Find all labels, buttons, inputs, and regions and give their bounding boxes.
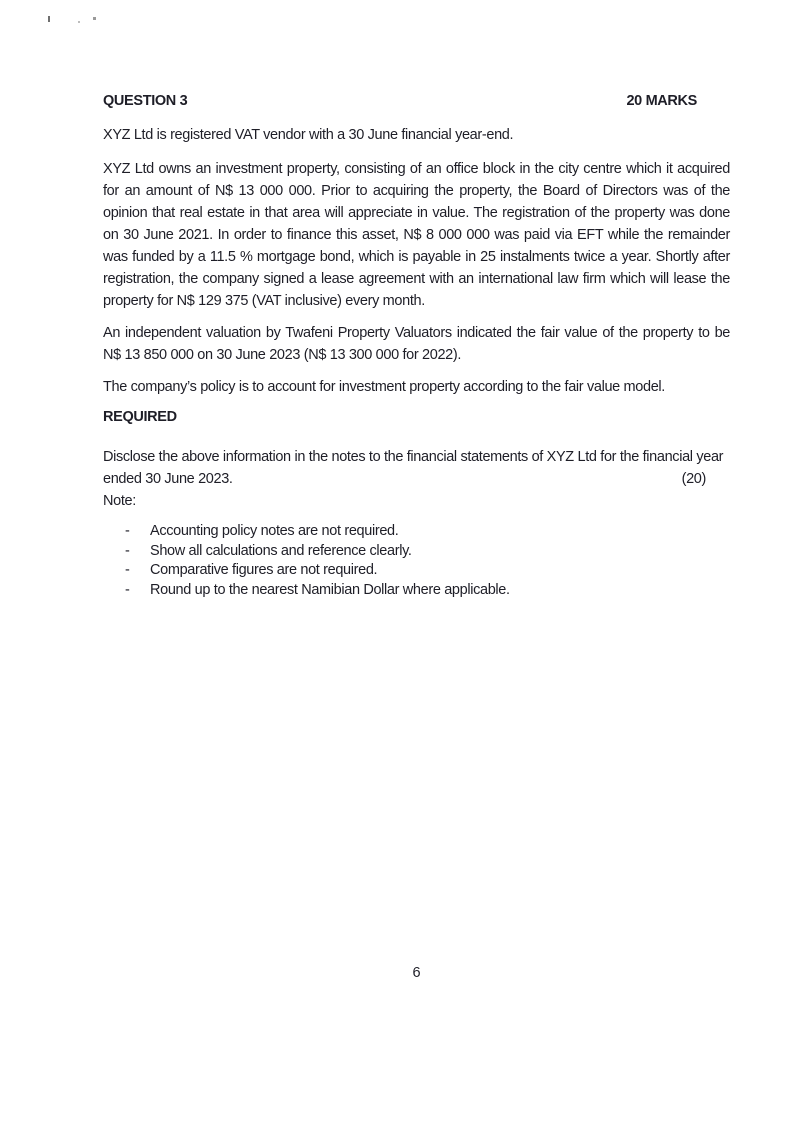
note-item-text: Comparative figures are not required. [150, 562, 378, 579]
dash-bullet: - [125, 542, 130, 559]
question-title: QUESTION 3 [103, 93, 188, 109]
list-item [103, 561, 730, 581]
scan-artifact [48, 16, 50, 22]
scan-artifact [78, 21, 80, 23]
required-heading: REQUIRED [103, 409, 177, 425]
note-item-text: Accounting policy notes are not required. [150, 523, 399, 539]
scan-artifact [93, 17, 96, 20]
paragraph-scenario: XYZ Ltd owns an investment property, consisting of an office block in the city centre which it acquired for an amount of N$ 13 000 000. Prior to acquiring the property, the Board of Directors was of the opinion that real estate in that area will appreciate in value. The registration of the property was done on 30 June 2021. In order to finance this asset, N$ 8 000 000 was paid via EFT while the remainder was funded by a 11.5 % mortgage bond, which is payable in 25 instalments twice a year. Shortly after registration, the company signed a lease agreement with an international law firm which will lease the property for N$ 129 375 (VAT inclusive) every month. [103, 161, 730, 309]
note-item-text: Round up to the nearest Namibian Dollar where applicable. [150, 582, 510, 599]
dash-bullet: - [125, 523, 130, 539]
list-item [103, 522, 730, 542]
list-item [103, 542, 730, 562]
note-label: Note: [103, 493, 136, 509]
question-marks: 20 MARKS [626, 93, 697, 109]
list-item [103, 581, 730, 601]
paragraph-valuation: An independent valuation by Twafeni Property Valuators indicated the fair value of the property to be N$ 13 850 000 on 30 June 2023 (N$ 13 300 000 for 2022). [103, 325, 730, 363]
paragraph-intro: XYZ Ltd is registered VAT vendor with a 30 June financial year-end. [103, 127, 514, 143]
note-list [103, 522, 730, 601]
dash-bullet: - [125, 582, 130, 599]
task-text: Disclose the above information in the notes to the financial statements of XYZ Ltd for the financial year ended 30 June 2023. [103, 449, 724, 487]
dash-bullet: - [125, 562, 130, 579]
note-item-text: Show all calculations and reference clearly. [150, 542, 412, 559]
page-number: 6 [412, 965, 421, 981]
marks-allocation: (20) [681, 471, 706, 487]
question-header [103, 90, 730, 112]
paragraph-policy: The company’s policy is to account for investment property according to the fair value model. [103, 379, 665, 395]
question-content [103, 90, 730, 601]
task-paragraph [103, 446, 730, 490]
